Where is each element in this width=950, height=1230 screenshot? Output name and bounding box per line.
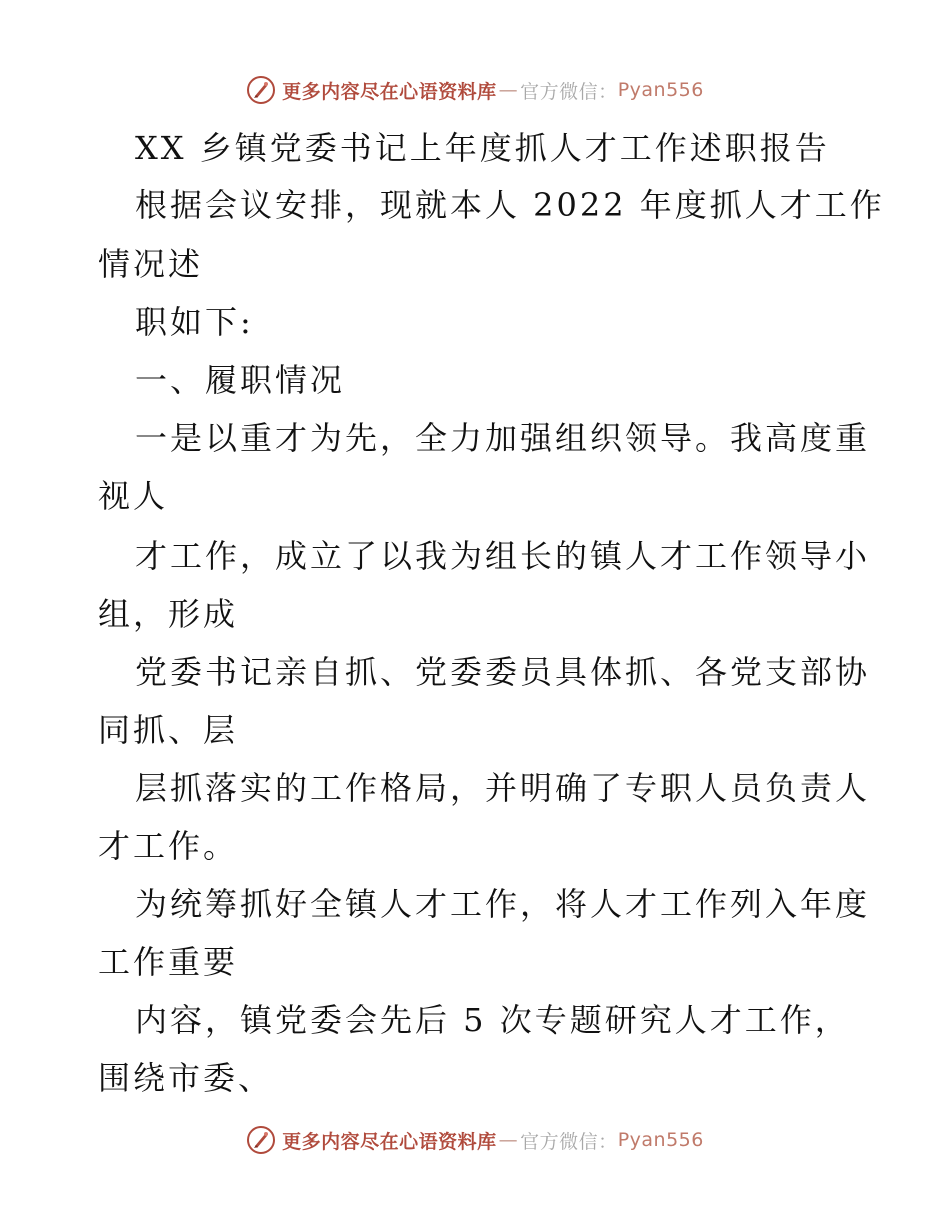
paragraph-line: 一是以重才为先，全力加强组织领导。我高度重 bbox=[135, 419, 871, 457]
paragraph-line: 为统筹抓好全镇人才工作，将人才工作列入年度 bbox=[135, 885, 871, 923]
quill-pen-logo-icon bbox=[246, 1125, 276, 1155]
paragraph-line: 组，形成 bbox=[98, 595, 239, 633]
paragraph-line: 才工作。 bbox=[98, 827, 239, 865]
watermark-wechat-label: 官方微信： bbox=[520, 1130, 618, 1153]
watermark-separator: — bbox=[498, 1129, 519, 1151]
paragraph-line: 情况述 bbox=[98, 245, 204, 283]
watermark-separator: — bbox=[498, 79, 519, 101]
paragraph-line: 内容，镇党委会先后 5 次专题研究人才工作， bbox=[135, 1001, 850, 1039]
quill-pen-logo-icon bbox=[246, 75, 276, 105]
paragraph-line: 同抓、层 bbox=[98, 711, 239, 749]
paragraph-line: 根据会议安排，现就本人 2022 年度抓人才工作 bbox=[135, 186, 885, 224]
paragraph-line: 围绕市委、 bbox=[98, 1059, 274, 1097]
paragraph-line: 视人 bbox=[98, 477, 169, 515]
paragraph-line: 党委书记亲自抓、党委委员具体抓、各党支部协 bbox=[135, 653, 871, 691]
footer-watermark bbox=[0, 1120, 950, 1160]
watermark-wechat-id: Pyan556 bbox=[617, 79, 704, 101]
watermark-site-text: 更多内容尽在心语资料库 bbox=[282, 80, 497, 103]
watermark-wechat-label: 官方微信： bbox=[520, 80, 618, 103]
watermark-site-text: 更多内容尽在心语资料库 bbox=[282, 1130, 497, 1153]
paragraph-line: 层抓落实的工作格局，并明确了专职人员负责人 bbox=[135, 769, 871, 807]
paragraph-line: 职如下: bbox=[135, 303, 254, 341]
watermark-wechat-id: Pyan556 bbox=[617, 1129, 704, 1151]
header-watermark bbox=[0, 70, 950, 110]
section-heading: 一、履职情况 bbox=[135, 361, 346, 399]
paragraph-line: 才工作，成立了以我为组长的镇人才工作领导小 bbox=[135, 537, 871, 575]
paragraph-line: 工作重要 bbox=[98, 943, 239, 981]
document-title: XX 乡镇党委书记上年度抓人才工作述职报告 bbox=[135, 129, 830, 167]
